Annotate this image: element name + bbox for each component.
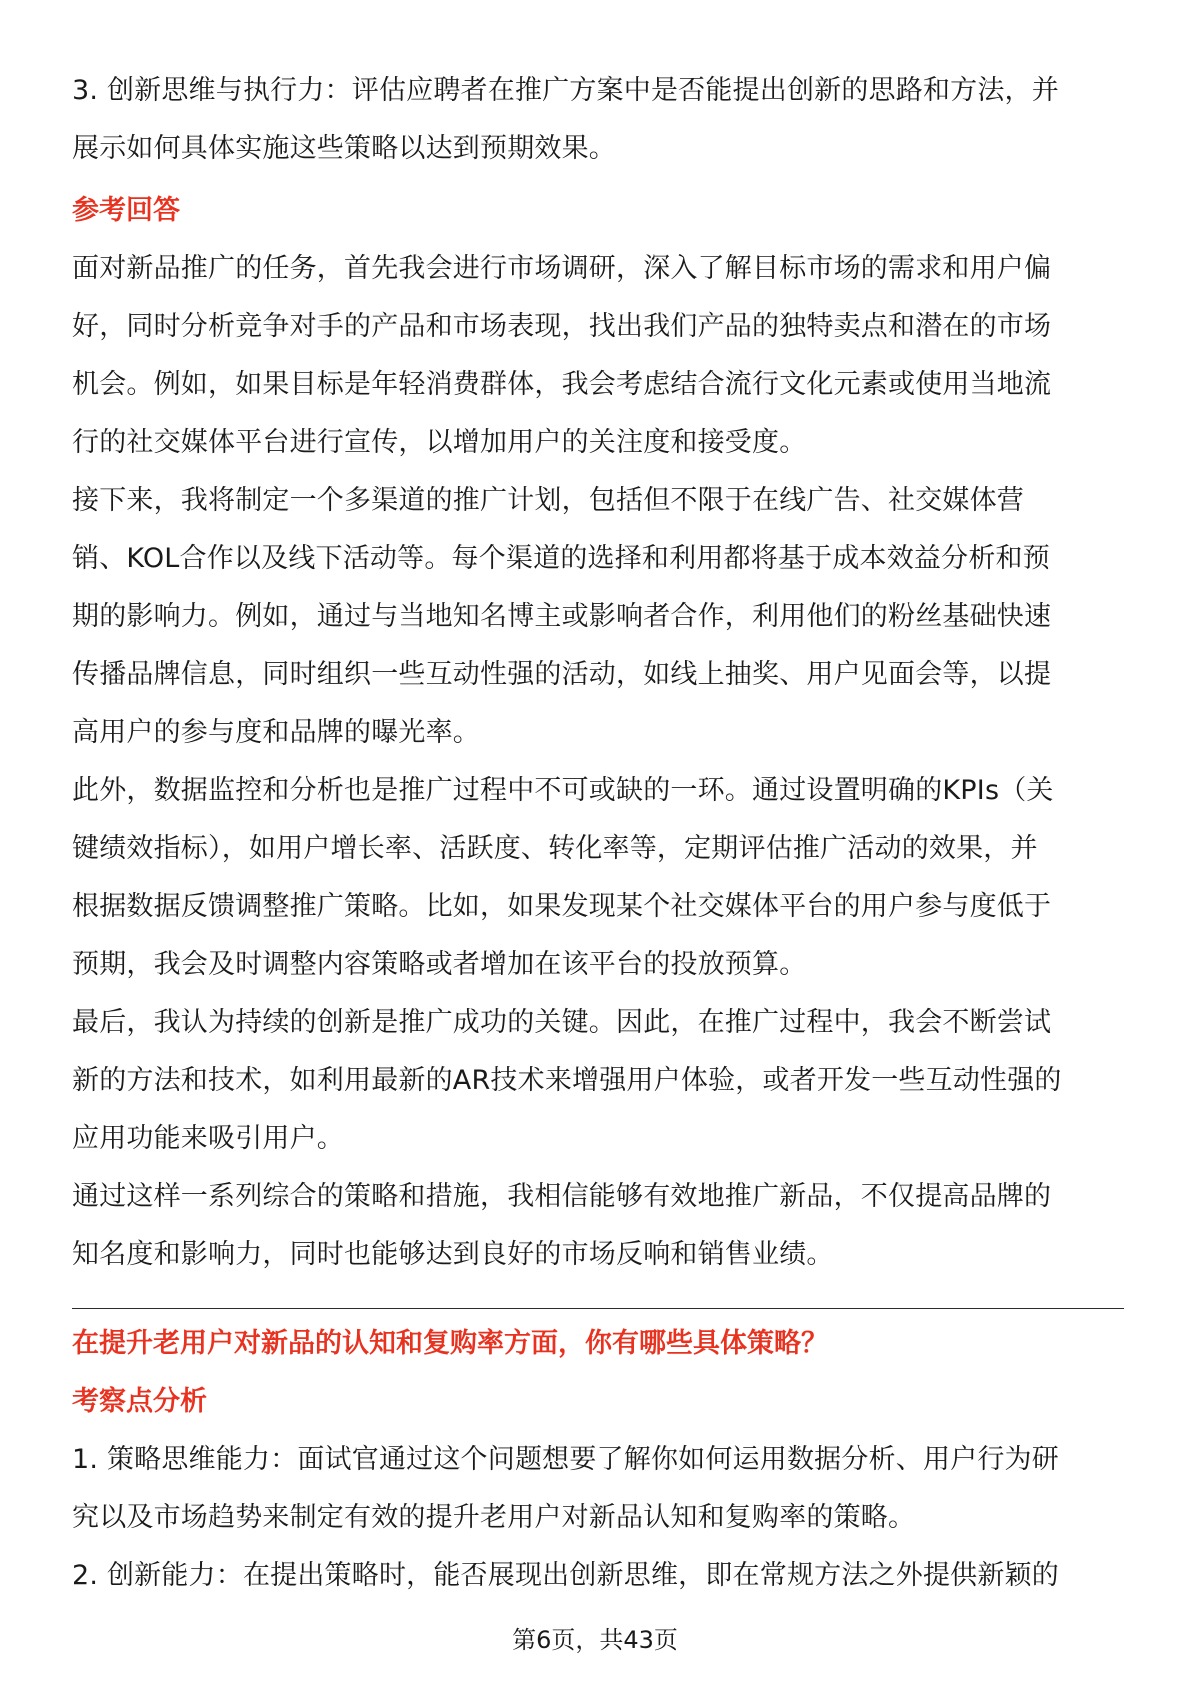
answer-paragraph-3-line-2: 键绩效指标），如用户增长率、活跃度、转化率等，定期评估推广活动的效果，并 — [72, 833, 1038, 864]
analysis-item-2-line-1: 2. 创新能力：在提出策略时，能否展现出创新思维，即在常规方法之外提供新颖的 — [72, 1560, 1059, 1591]
answer-paragraph-5-line-2: 知名度和影响力，同时也能够达到良好的市场反响和销售业绩。 — [72, 1239, 834, 1270]
answer-paragraph-1-line-3: 机会。例如，如果目标是年轻消费群体，我会考虑结合流行文化元素或使用当地流 — [72, 369, 1052, 400]
analysis-heading: 考察点分析 — [72, 1386, 207, 1417]
page-number: 第6页，共43页 — [512, 1626, 678, 1654]
answer-paragraph-2-line-1: 接下来，我将制定一个多渠道的推广计划，包括但不限于在线广告、社交媒体营 — [72, 485, 1024, 516]
criterion-3-line-2: 展示如何具体实施这些策略以达到预期效果。 — [72, 133, 616, 164]
page-content — [72, 62, 1124, 1605]
section-divider — [72, 1308, 1124, 1309]
reference-answer-heading: 参考回答 — [72, 195, 180, 226]
answer-paragraph-2-line-5: 高用户的参与度和品牌的曝光率。 — [72, 717, 480, 748]
answer-paragraph-3-line-1: 此外，数据监控和分析也是推广过程中不可或缺的一环。通过设置明确的KPIs（关 — [72, 775, 1054, 806]
analysis-item-1-line-2: 究以及市场趋势来制定有效的提升老用户对新品认知和复购率的策略。 — [72, 1502, 916, 1533]
answer-paragraph-1-line-4: 行的社交媒体平台进行宣传，以增加用户的关注度和接受度。 — [72, 427, 807, 458]
answer-paragraph-4-line-2: 新的方法和技术，如利用最新的AR技术来增强用户体验，或者开发一些互动性强的 — [72, 1065, 1062, 1096]
answer-paragraph-2-line-4: 传播品牌信息，同时组织一些互动性强的活动，如线上抽奖、用户见面会等，以提 — [72, 659, 1052, 690]
analysis-item-1-line-1: 1. 策略思维能力：面试官通过这个问题想要了解你如何运用数据分析、用户行为研 — [72, 1444, 1059, 1475]
answer-paragraph-2-line-2: 销、KOL合作以及线下活动等。每个渠道的选择和利用都将基于成本效益分析和预 — [72, 543, 1050, 574]
answer-paragraph-1-line-2: 好，同时分析竞争对手的产品和市场表现，找出我们产品的独特卖点和潜在的市场 — [72, 311, 1052, 342]
answer-paragraph-4-line-1: 最后，我认为持续的创新是推广成功的关键。因此，在推广过程中，我会不断尝试 — [72, 1007, 1052, 1038]
answer-paragraph-2-line-3: 期的影响力。例如，通过与当地知名博主或影响者合作，利用他们的粉丝基础快速 — [72, 601, 1052, 632]
answer-paragraph-3-line-3: 根据数据反馈调整推广策略。比如，如果发现某个社交媒体平台的用户参与度低于 — [72, 891, 1052, 922]
question-title: 在提升老用户对新品的认知和复购率方面，你有哪些具体策略？ — [72, 1328, 828, 1359]
answer-paragraph-3-line-4: 预期，我会及时调整内容策略或者增加在该平台的投放预算。 — [72, 949, 807, 980]
answer-paragraph-1-line-1: 面对新品推广的任务，首先我会进行市场调研，深入了解目标市场的需求和用户偏 — [72, 253, 1052, 284]
answer-paragraph-4-line-3: 应用功能来吸引用户。 — [72, 1123, 344, 1154]
answer-paragraph-5-line-1: 通过这样一系列综合的策略和措施，我相信能够有效地推广新品，不仅提高品牌的 — [72, 1181, 1052, 1212]
criterion-3-line-1: 3. 创新思维与执行力：评估应聘者在推广方案中是否能提出创新的思路和方法，并 — [72, 75, 1059, 106]
